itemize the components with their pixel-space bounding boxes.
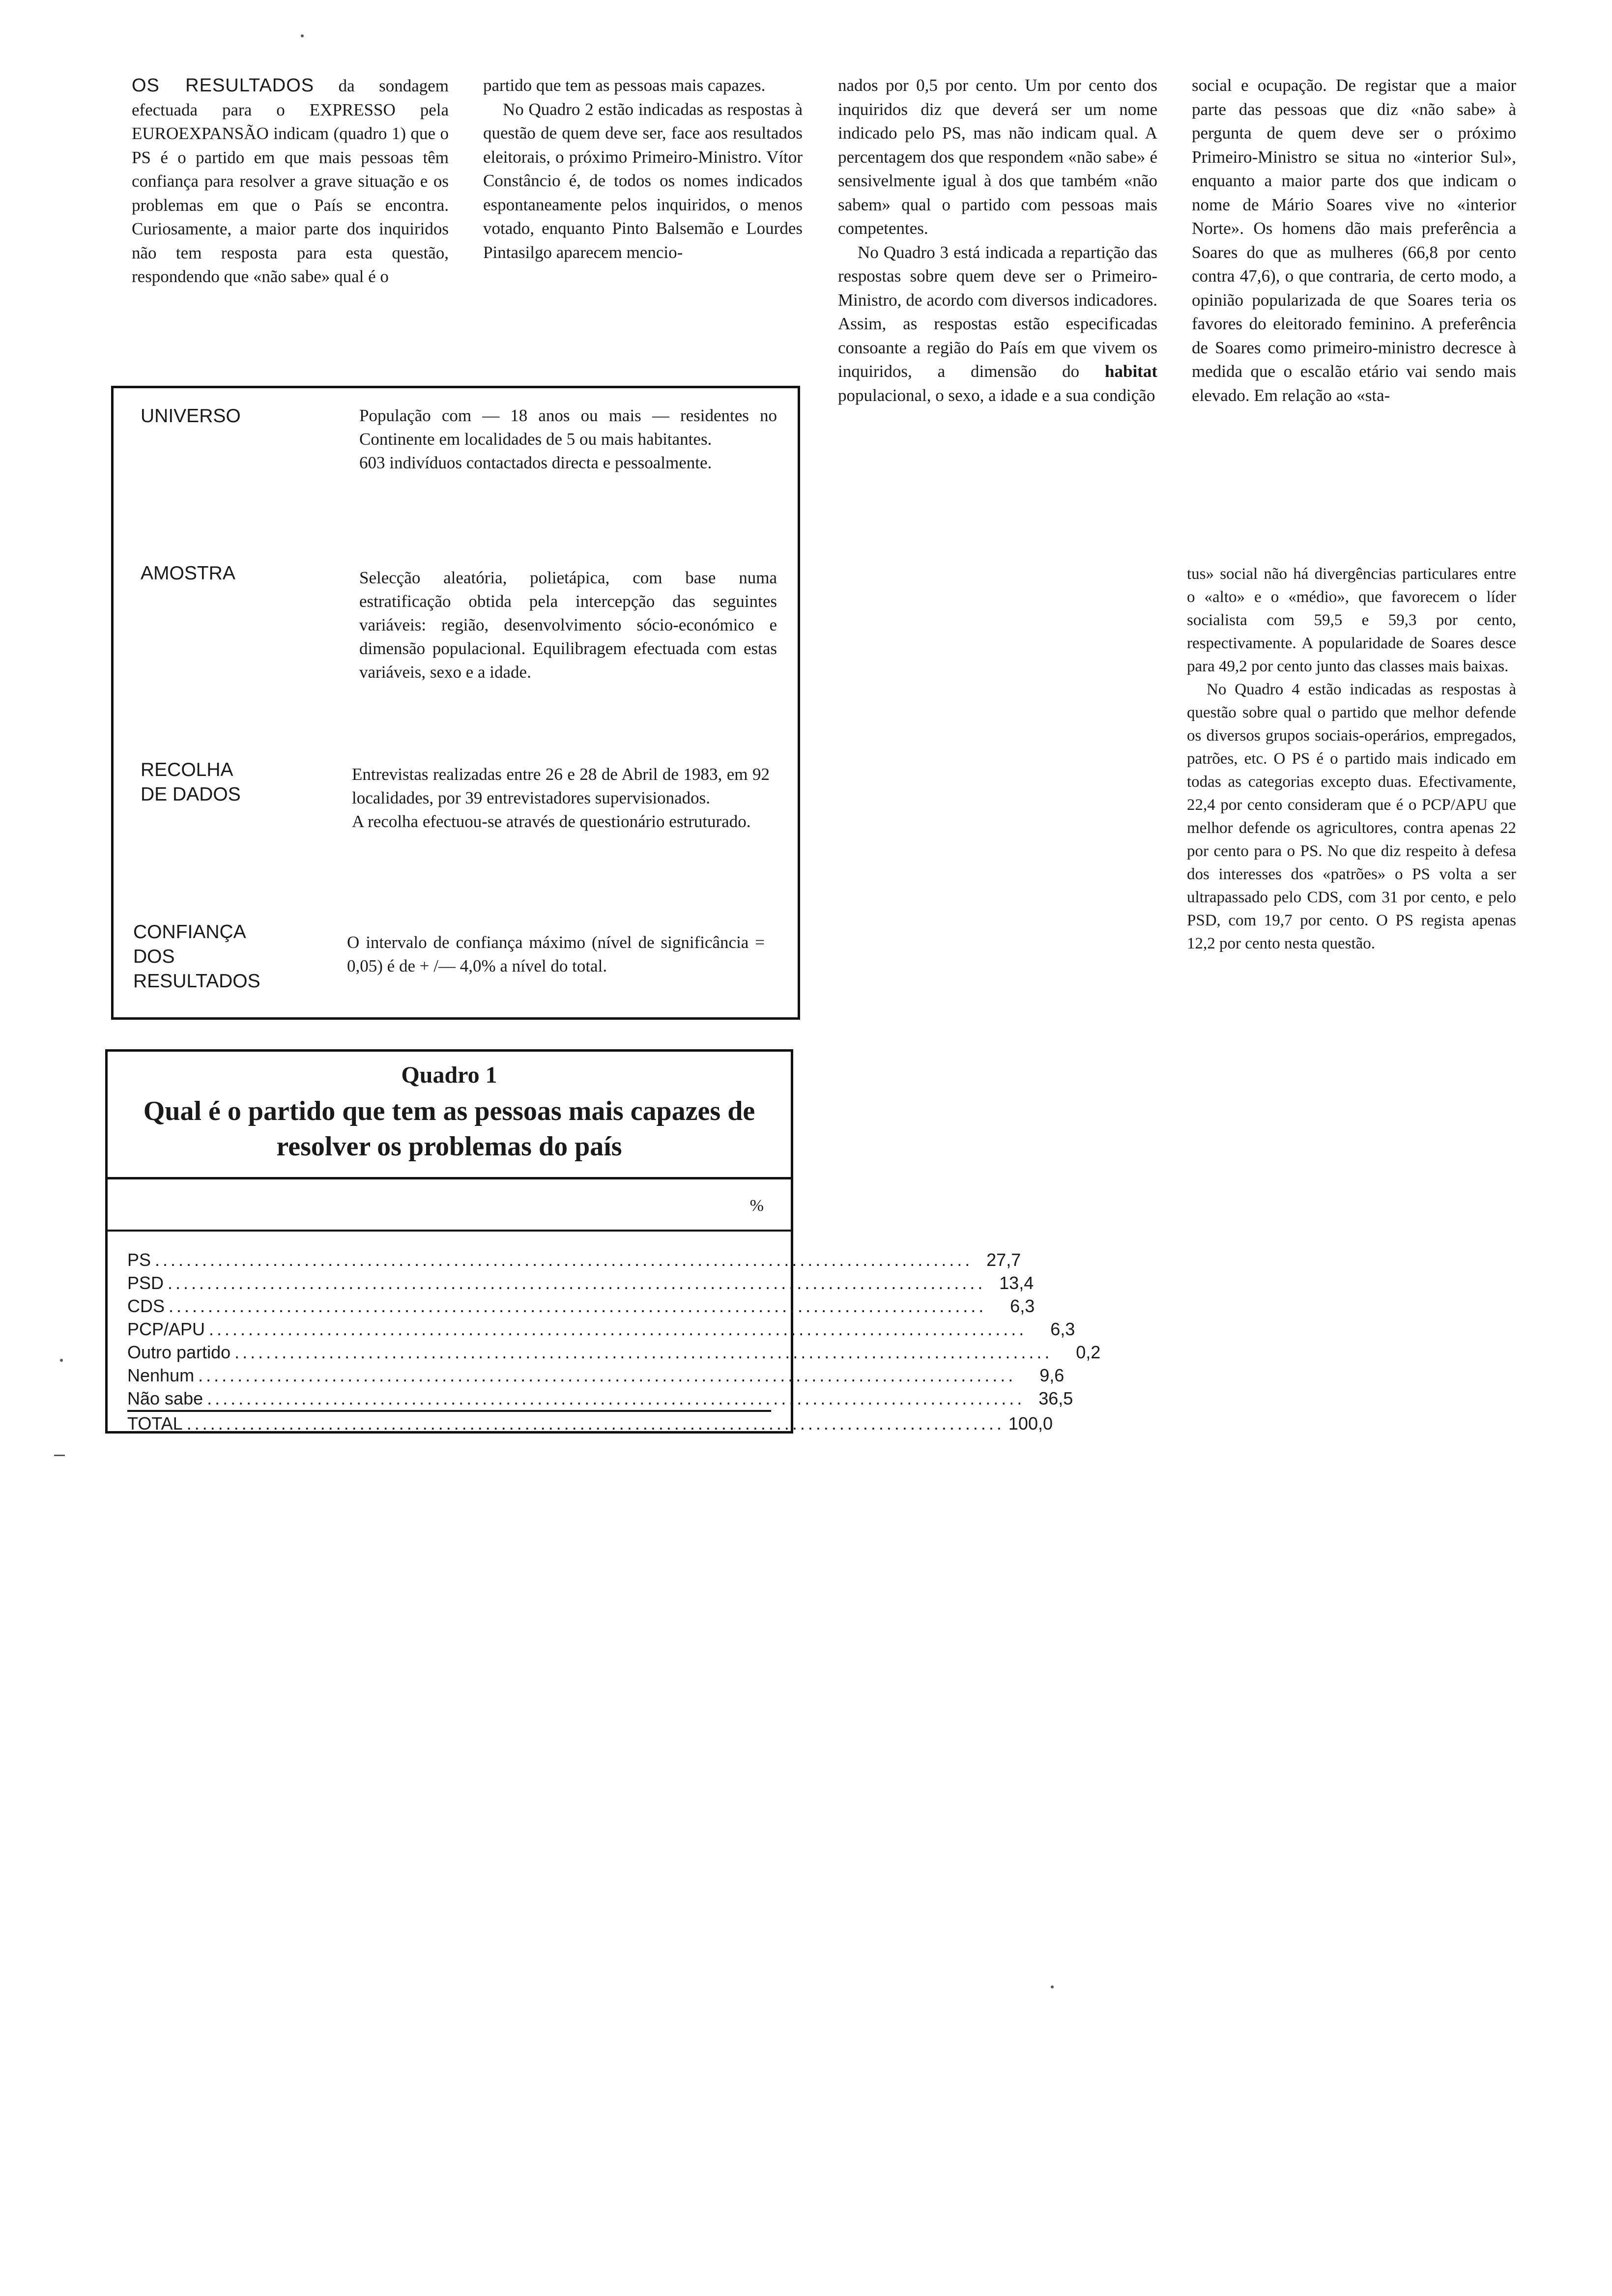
row-value: 36,5 [1038,1388,1073,1408]
paragraph-text: No Quadro 3 está indicada a repartição das respostas sobre quem deve ser o Primeiro-Ministro, de acordo com diversos indicadores. Assim, as respostas estão especificadas consoante a região do País em que vivem os inquiridos, a dimensão do [838,242,1157,381]
scan-speck [1051,1985,1054,1988]
divider [108,1177,791,1179]
row-label: TOTAL [127,1413,183,1434]
row-value: 27,7 [986,1250,1021,1270]
paragraph: partido que tem as pessoas mais capazes. [483,76,766,95]
unit-label: % [749,1197,764,1215]
article-column-3 [838,74,1157,407]
table-title: Qual é o partido que tem as pessoas mais capazes de resolver os problemas do país [143,1096,755,1162]
row-label: Não sabe [127,1388,203,1408]
scan-speck [54,1455,65,1456]
leader-dots: ........................................................................................................ [169,1296,987,1316]
tech-label: UNIVERSO [141,405,241,427]
tech-label: RECOLHA DE DADOS [141,759,241,805]
table-row-total [127,1410,1053,1435]
article-column-4-upper [1192,74,1516,407]
leader-dots: ........................................................................................................ [198,1365,1016,1385]
leader-dots: ........................................................................................................ [207,1388,1025,1408]
row-label: Outro partido [127,1342,231,1362]
tech-text: Entrevistas realizadas entre 26 e 28 de Abril de 1983, em 92 localidades, por 39 entrevistadores supervisionados. A recolha efectuou-se através de questionário estruturado. [352,765,770,831]
paragraph [132,74,449,289]
article-column-4-lower [1187,563,1516,955]
paragraph-text: populacional, o sexo, a idade e a sua condição [838,385,1155,405]
paragraph: No Quadro 2 estão indicadas as respostas à questão de quem deve ser, face aos resultados eleitorais, o próximo Primeiro-Ministro. Vítor Constâncio é, de todos os nomes indicados espontaneamente pelos inquiridos, o menos votado, enquanto Pinto Balsemão e Lourdes Pintasilgo aparecem mencio- [483,99,803,262]
paragraph: social e ocupação. De registar que a maior parte das pessoas que diz «não sabe» à pergunta de quem deve ser o próximo Primeiro-Ministro se situa no «interior Sul», enquanto a maior parte dos que indicam o nome de Mário Soares vive no «interior Norte». Os homens dão mais preferência a Soares do que as mulheres (66,8 por cento contra 47,6), o que contraria, de certo modo, a opinião popularizada de que Soares teria os favores do eleitorado feminino. A preferência de Soares como primeiro-ministro decresce à medida que o escalão etário vai sendo mais elevado. Em relação ao «sta- [1192,76,1516,405]
leader-dots: ........................................................................................................ [186,1413,1005,1434]
table-row [127,1387,1073,1410]
row-label: PS [127,1250,151,1270]
leader-dots: ........................................................................................................ [234,1342,1053,1362]
row-value: 9,6 [1039,1365,1065,1385]
tech-text: População com — 18 anos ou mais — residentes no Continente em localidades de 5 ou mais habitantes. 603 indivíduos contactados directa e pessoalmente. [359,406,777,472]
leader-dots: ........................................................................................................ [209,1319,1027,1339]
row-value: 6,3 [1050,1319,1075,1339]
article-column-1 [132,74,449,289]
tech-text: Selecção aleatória, polietápica, com base numa estratificação obtida pela intercepção das seguintes variáveis: região, desenvolvimento sócio-económico e dimensão populacional. Equilibragem efectuada com estas variáveis, sexo e a idade. [359,568,777,682]
row-value: 0,2 [1076,1342,1101,1362]
paragraph: tus» social não há divergências particulares entre o «alto» e o «médio», que favorecem o líder socialista com 59,5 e 59,3 por cento, respectivamente. A popularidade de Soares desce para 49,2 por cento junto das classes mais baixas. [1187,565,1516,675]
bold-word: habitat [1105,362,1157,381]
technical-details-box [111,386,800,1020]
paragraph: No Quadro 4 estão indicadas as respostas à questão sobre qual o partido que melhor defende os diversos grupos sociais-operários, empregados, patrões, etc. O PS é o partido mais indicado em todas as categorias excepto duas. Efectivamente, 22,4 por cento consideram que é o PCP/APU que melhor defende os agricultores, contra apenas 22 por cento para o PS. No que diz respeito à defesa dos interesses dos «patrões» o PS volta a ser ultrapassado pelo CDS, com 31 por cento, e pelo PSD, com 19,7 por cento. O PS regista apenas 12,2 por cento nesta questão. [1187,681,1516,952]
leader-dots: ........................................................................................................ [155,1250,973,1270]
tech-label: AMOSTRA [141,563,235,584]
tech-label: CONFIANÇA DOS RESULTADOS [133,921,260,992]
scan-speck [60,1359,63,1362]
scan-speck [301,34,304,37]
table-row [127,1248,1021,1271]
row-label: CDS [127,1296,165,1316]
row-value: 6,3 [1010,1296,1035,1316]
row-label: PCP/APU [127,1319,205,1339]
lead-in: OS RESULTADOS [132,75,315,96]
divider [108,1230,791,1232]
paragraph: nados por 0,5 por cento. Um por cento dos inquiridos diz que deverá ser um nome indicado pelo PS, mas não indicam qual. A percentagem dos que respondem «não sabe» é sensivelmente igual à dos que também «não sabem» qual o partido com pessoas mais competentes. [838,76,1157,238]
table-row [127,1271,1034,1294]
article-column-2 [483,74,803,264]
row-label: Nenhum [127,1365,195,1385]
row-value: 13,4 [999,1273,1034,1293]
table-heading: Quadro 1 [401,1062,497,1088]
table-row [127,1318,1075,1341]
table-row [127,1341,1101,1364]
paragraph-text: da sondagem efectuada para o EXPRESSO pela EUROEXPANSÃO indicam (quadro 1) que o PS é o partido em que mais pessoas têm confiança para resolver a grave situação e os problemas em que o País se encontra. Curiosamente, a maior parte dos inquiridos não tem resposta para esta questão, respondendo que «não sabe» qual é o [132,76,449,286]
row-value: 100,0 [1008,1413,1053,1434]
table-rows [127,1248,1101,1435]
row-label: PSD [127,1273,164,1293]
paragraph [838,241,1157,408]
leader-dots: ........................................................................................................ [168,1273,986,1293]
tech-text: O intervalo de confiança máximo (nível de significância = 0,05) é de + /— 4,0% a nível do total. [347,933,765,976]
table-row [127,1294,1035,1318]
quadro-1-table [105,1049,1101,1434]
table-row [127,1364,1065,1387]
